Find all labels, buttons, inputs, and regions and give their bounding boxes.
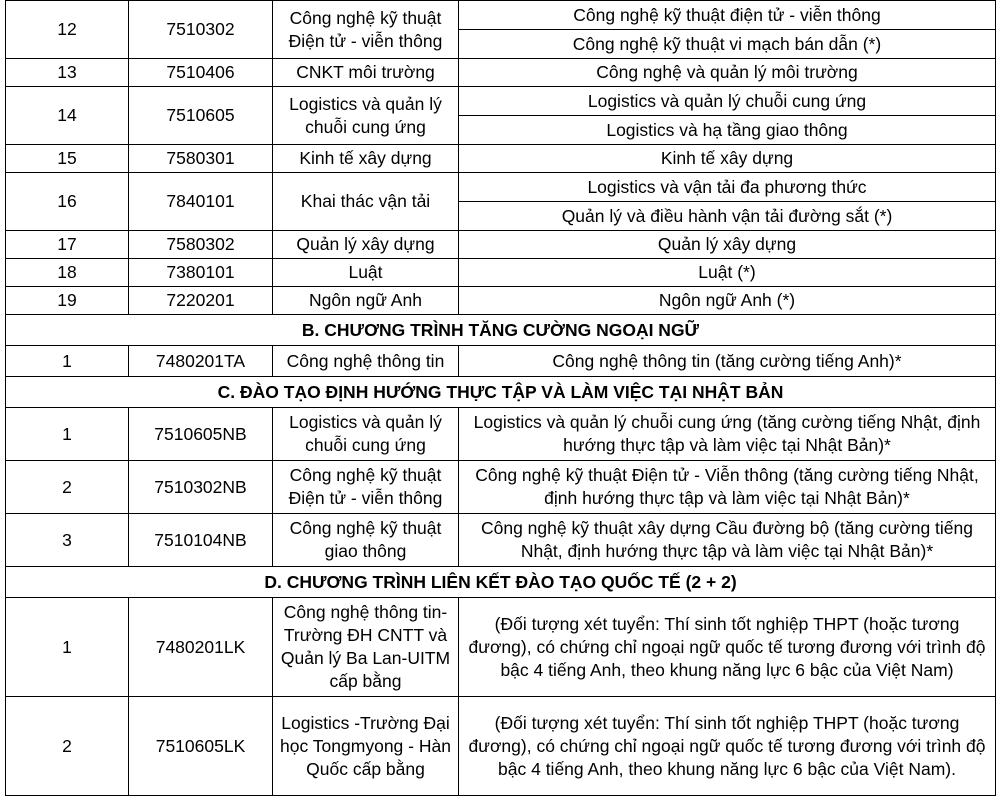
program-name-cell: Công nghệ kỹ thuật Điện tử - viễn thông [273, 461, 459, 514]
program-name-cell: CNKT môi trường [273, 59, 459, 87]
major-cell: Công nghệ kỹ thuật điện tử - viễn thông [459, 1, 996, 30]
table-row [6, 231, 996, 259]
code-cell: 7480201LK [129, 598, 273, 697]
section-title-d: D. CHƯƠNG TRÌNH LIÊN KẾT ĐÀO TẠO QUỐC TẾ (2 + 2) [6, 567, 996, 598]
stt-cell: 16 [6, 173, 129, 231]
table-row [6, 346, 996, 377]
section-header-row [6, 567, 996, 598]
table-row [6, 259, 996, 287]
stt-cell: 15 [6, 145, 129, 173]
table-row [6, 145, 996, 173]
major-cell: (Đối tượng xét tuyển: Thí sinh tốt nghiệp THPT (hoặc tương đương), có chứng chỉ ngoại ngữ quốc tế tương đương với trình độ bậc 4 tiếng Anh, theo khung năng lực 6 bậc của Việt Nam) [459, 598, 996, 697]
major-cell: Logistics và hạ tầng giao thông [459, 116, 996, 145]
stt-cell: 1 [6, 598, 129, 697]
stt-cell: 14 [6, 87, 129, 145]
code-cell: 7510104NB [129, 514, 273, 567]
program-name-cell: Luật [273, 259, 459, 287]
code-cell: 7510605NB [129, 408, 273, 461]
major-cell: Logistics và quản lý chuỗi cung ứng (tăng cường tiếng Nhật, định hướng thực tập và làm việc tại Nhật Bản)* [459, 408, 996, 461]
major-cell: Quản lý xây dựng [459, 231, 996, 259]
major-cell: Công nghệ kỹ thuật xây dựng Cầu đường bộ (tăng cường tiếng Nhật, định hướng thực tập và làm việc tại Nhật Bản)* [459, 514, 996, 567]
program-name-cell: Công nghệ kỹ thuật Điện tử - viễn thông [273, 1, 459, 59]
program-name-cell: Logistics -Trường Đại học Tongmyong - Hàn Quốc cấp bằng [273, 697, 459, 796]
major-cell: Kinh tế xây dựng [459, 145, 996, 173]
table-row [6, 408, 996, 461]
program-name-cell: Kinh tế xây dựng [273, 145, 459, 173]
major-cell: Logistics và vận tải đa phương thức [459, 173, 996, 202]
table-row [6, 173, 996, 202]
program-name-cell: Quản lý xây dựng [273, 231, 459, 259]
program-name-cell: Ngôn ngữ Anh [273, 287, 459, 315]
program-name-cell: Logistics và quản lý chuỗi cung ứng [273, 87, 459, 145]
program-name-cell: Logistics và quản lý chuỗi cung ứng [273, 408, 459, 461]
code-cell: 7510605 [129, 87, 273, 145]
code-cell: 7580301 [129, 145, 273, 173]
table-row [6, 59, 996, 87]
table-row [6, 461, 996, 514]
major-cell: Công nghệ kỹ thuật vi mạch bán dẫn (*) [459, 30, 996, 59]
major-cell: Công nghệ thông tin (tăng cường tiếng Anh)* [459, 346, 996, 377]
code-cell: 7480201TA [129, 346, 273, 377]
program-name-cell: Khai thác vận tải [273, 173, 459, 231]
stt-cell: 13 [6, 59, 129, 87]
section-title-b: B. CHƯƠNG TRÌNH TĂNG CƯỜNG NGOẠI NGỮ [6, 315, 996, 346]
stt-cell: 1 [6, 346, 129, 377]
major-cell: Quản lý và điều hành vận tải đường sắt (*) [459, 202, 996, 231]
program-name-cell: Công nghệ thông tin-Trường ĐH CNTT và Quản lý Ba Lan-UITM cấp bằng [273, 598, 459, 697]
table-row [6, 598, 996, 697]
program-name-cell: Công nghệ kỹ thuật giao thông [273, 514, 459, 567]
section-title-c: C. ĐÀO TẠO ĐỊNH HƯỚNG THỰC TẬP VÀ LÀM VIỆC TẠI NHẬT BẢN [6, 377, 996, 408]
table-row [6, 87, 996, 116]
code-cell: 7220201 [129, 287, 273, 315]
stt-cell: 2 [6, 461, 129, 514]
stt-cell: 2 [6, 697, 129, 796]
stt-cell: 12 [6, 1, 129, 59]
table-row [6, 697, 996, 796]
table-row [6, 514, 996, 567]
programs-table [5, 0, 996, 796]
code-cell: 7510302 [129, 1, 273, 59]
stt-cell: 1 [6, 408, 129, 461]
code-cell: 7580302 [129, 231, 273, 259]
major-cell: Công nghệ kỹ thuật Điện tử - Viễn thông (tăng cường tiếng Nhật, định hướng thực tập và làm việc tại Nhật Bản)* [459, 461, 996, 514]
code-cell: 7510302NB [129, 461, 273, 514]
major-cell: (Đối tượng xét tuyển: Thí sinh tốt nghiệp THPT (hoặc tương đương), có chứng chỉ ngoại ngữ quốc tế tương đương với trình độ bậc 4 tiếng Anh, theo khung năng lực 6 bậc của Việt Nam). [459, 697, 996, 796]
code-cell: 7510406 [129, 59, 273, 87]
section-header-row [6, 377, 996, 408]
table-row [6, 287, 996, 315]
code-cell: 7380101 [129, 259, 273, 287]
stt-cell: 17 [6, 231, 129, 259]
stt-cell: 3 [6, 514, 129, 567]
section-header-row [6, 315, 996, 346]
major-cell: Ngôn ngữ Anh (*) [459, 287, 996, 315]
code-cell: 7510605LK [129, 697, 273, 796]
code-cell: 7840101 [129, 173, 273, 231]
table-row [6, 1, 996, 30]
program-name-cell: Công nghệ thông tin [273, 346, 459, 377]
stt-cell: 19 [6, 287, 129, 315]
stt-cell: 18 [6, 259, 129, 287]
major-cell: Luật (*) [459, 259, 996, 287]
major-cell: Logistics và quản lý chuỗi cung ứng [459, 87, 996, 116]
major-cell: Công nghệ và quản lý môi trường [459, 59, 996, 87]
